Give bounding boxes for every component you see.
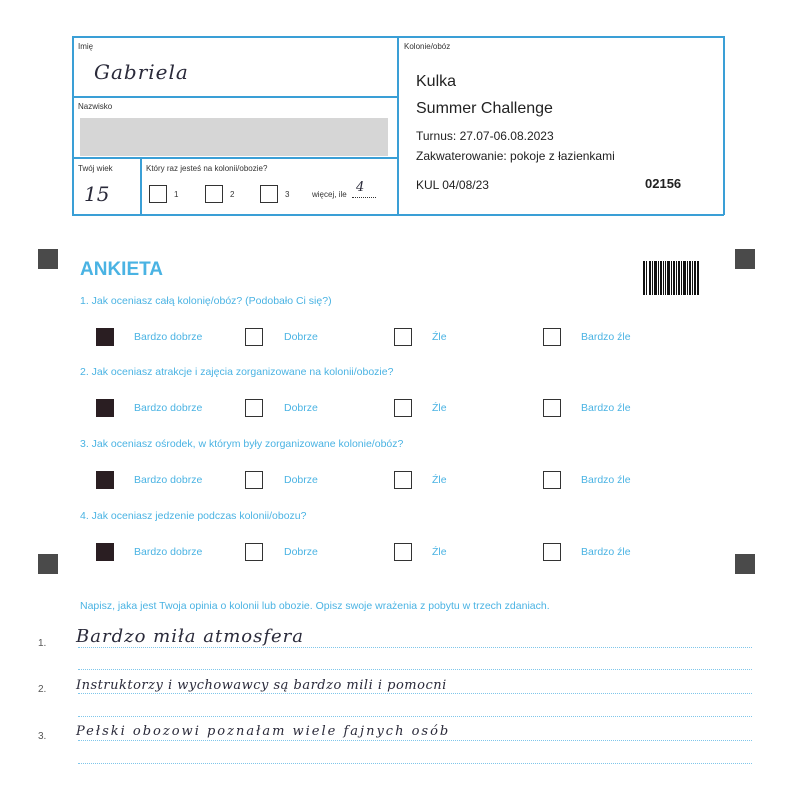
times-checkbox-3[interactable] — [260, 185, 278, 203]
q2-option-very-bad-checkbox[interactable] — [543, 399, 561, 417]
q4-option-very-good-checkbox[interactable] — [96, 543, 114, 561]
q1-option-good-checkbox[interactable] — [245, 328, 263, 346]
q1-option-bad-checkbox[interactable] — [394, 328, 412, 346]
q3-option-very-good-label: Bardzo dobrze — [134, 474, 203, 486]
q1-option-very-bad-checkbox[interactable] — [543, 328, 561, 346]
times-option-1: 1 — [174, 190, 179, 199]
camp-name: Kulka — [416, 73, 457, 90]
q4-option-bad-label: Źle — [432, 546, 447, 558]
opinion-dotline-2a — [78, 693, 752, 694]
surname-redacted — [80, 118, 388, 156]
opinion-prompt: Napisz, jaka jest Twoja opinia o kolonii lub obozie. Opisz swoje wrażenia z pobytu w trzech zdaniach. — [80, 600, 550, 612]
q2-option-very-good-label: Bardzo dobrze — [134, 402, 203, 414]
q1-option-very-bad-label: Bardzo źle — [581, 331, 631, 343]
opinion-line-1-text[interactable]: Bardzo miła atmosfera — [76, 626, 304, 647]
accommodation: Zakwaterowanie: pokoje z łazienkami — [416, 149, 615, 163]
name-label: Imię — [78, 42, 94, 51]
registration-marker-bottom-right — [735, 554, 755, 574]
q3-option-bad-checkbox[interactable] — [394, 471, 412, 489]
camp-code: KUL 04/08/23 — [416, 178, 489, 192]
q1-option-bad-label: Źle — [432, 331, 447, 343]
opinion-line-2-number: 2. — [38, 684, 47, 695]
turnus: Turnus: 27.07-06.08.2023 — [416, 129, 554, 143]
times-option-2: 2 — [230, 190, 235, 199]
opinion-dotline-1a — [78, 647, 752, 648]
barcode-icon — [643, 261, 699, 295]
q3-option-good-checkbox[interactable] — [245, 471, 263, 489]
opinion-line-3-text[interactable]: Pełski obozowi poznałam wiele fajnych osób — [76, 724, 451, 739]
times-checkbox-2[interactable] — [205, 185, 223, 203]
q1-option-very-good-checkbox[interactable] — [96, 328, 114, 346]
q4-option-very-bad-label: Bardzo źle — [581, 546, 631, 558]
surname-label: Nazwisko — [78, 102, 113, 111]
camp-label: Kolonie/obóz — [404, 42, 451, 51]
more-value[interactable]: 4 — [356, 180, 365, 195]
frame-surname-line — [72, 157, 398, 159]
q4-option-good-checkbox[interactable] — [245, 543, 263, 561]
opinion-dotline-1b — [78, 669, 752, 670]
opinion-line-1-number: 1. — [38, 638, 47, 649]
opinion-dotline-3a — [78, 740, 752, 741]
q3-option-very-bad-checkbox[interactable] — [543, 471, 561, 489]
question-4: 4. Jak oceniasz jedzenie podczas kolonii/obozu? — [80, 510, 307, 522]
camp-program: Summer Challenge — [416, 100, 553, 117]
more-dotline — [352, 197, 376, 198]
q2-option-bad-label: Źle — [432, 402, 447, 414]
age-label: Twój wiek — [78, 164, 113, 173]
frame-age-divider — [140, 157, 142, 215]
name-value[interactable]: Gabriela — [94, 60, 189, 84]
registration-marker-top-left — [38, 249, 58, 269]
q4-option-very-bad-checkbox[interactable] — [543, 543, 561, 561]
question-3: 3. Jak oceniasz ośrodek, w którym były zorganizowane kolonie/obóz? — [80, 438, 404, 450]
q1-option-good-label: Dobrze — [284, 331, 318, 343]
q2-option-very-good-checkbox[interactable] — [96, 399, 114, 417]
q2-option-good-label: Dobrze — [284, 402, 318, 414]
question-2: 2. Jak oceniasz atrakcje i zajęcia zorganizowane na kolonii/obozie? — [80, 366, 394, 378]
times-option-3: 3 — [285, 190, 290, 199]
opinion-line-3-number: 3. — [38, 731, 47, 742]
frame-left — [72, 36, 74, 215]
times-checkbox-1[interactable] — [149, 185, 167, 203]
question-1: 1. Jak oceniasz całą kolonię/obóz? (Podobało Ci się?) — [80, 295, 332, 307]
form-number: 02156 — [645, 176, 682, 191]
q3-option-good-label: Dobrze — [284, 474, 318, 486]
more-label: więcej, ile — [312, 190, 347, 199]
registration-marker-bottom-left — [38, 554, 58, 574]
survey-title: ANKIETA — [80, 259, 164, 280]
q1-option-very-good-label: Bardzo dobrze — [134, 331, 203, 343]
q4-option-bad-checkbox[interactable] — [394, 543, 412, 561]
q2-option-very-bad-label: Bardzo źle — [581, 402, 631, 414]
opinion-line-2-text[interactable]: Instruktorzy i wychowawcy są bardzo mili i pomocni — [76, 678, 447, 693]
opinion-dotline-3b — [78, 763, 752, 764]
times-label: Który raz jesteś na kolonii/obozie? — [146, 164, 268, 173]
q2-option-bad-checkbox[interactable] — [394, 399, 412, 417]
q3-option-very-bad-label: Bardzo źle — [581, 474, 631, 486]
q2-option-good-checkbox[interactable] — [245, 399, 263, 417]
opinion-dotline-2b — [78, 716, 752, 717]
q3-option-very-good-checkbox[interactable] — [96, 471, 114, 489]
frame-name-line — [72, 96, 398, 98]
age-value[interactable]: 15 — [84, 182, 110, 206]
registration-marker-top-right — [735, 249, 755, 269]
frame-right — [723, 36, 725, 215]
q4-option-good-label: Dobrze — [284, 546, 318, 558]
q4-option-very-good-label: Bardzo dobrze — [134, 546, 203, 558]
q3-option-bad-label: Źle — [432, 474, 447, 486]
frame-divider — [397, 36, 399, 215]
